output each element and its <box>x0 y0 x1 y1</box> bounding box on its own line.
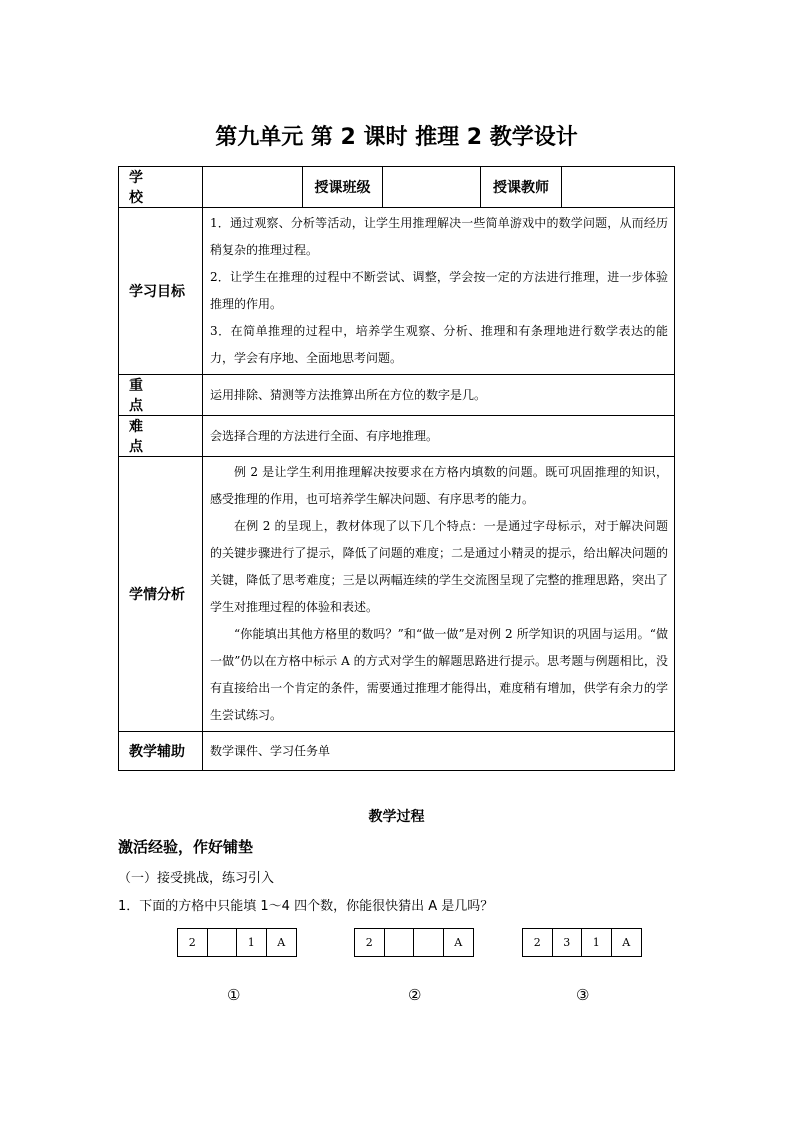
class-label: 授课班级 <box>303 167 383 208</box>
difficulty-row <box>119 416 675 457</box>
number-grid-3 <box>522 928 642 957</box>
analysis-content <box>203 457 675 732</box>
grid-cell: 1 <box>582 929 612 956</box>
grid-number-1: ① <box>227 986 241 1004</box>
info-row <box>119 167 675 208</box>
objective-item-1: 1．通过观察、分析等活动，让学生用推理解决一些简单游戏中的数学问题，从而经历稍复杂的推理过程。 <box>210 216 668 257</box>
grid-cell: 2 <box>178 929 208 956</box>
aids-row <box>119 732 675 771</box>
grid-cell: A <box>454 936 463 949</box>
process-subheading: （一）接受挑战，练习引入 <box>118 871 275 886</box>
objective-item-3: 3．在简单推理的过程中，培养学生观察、分析、推理和有条理地进行数学表达的能力，学会有序地、全面地思考问题。 <box>210 324 668 365</box>
teacher-label: 授课教师 <box>481 167 562 208</box>
lesson-plan-table <box>118 166 675 771</box>
difficulty-label: 难 点 <box>119 416 203 457</box>
process-heading: 激活经验，作好铺垫 <box>118 838 254 856</box>
key-point-label: 重 点 <box>119 375 203 416</box>
analysis-row <box>119 457 675 732</box>
grid-cell: 2 <box>523 929 553 956</box>
class-value <box>383 167 481 208</box>
key-point-row <box>119 375 675 416</box>
number-grid-1 <box>177 928 297 957</box>
grid-cell: 3 <box>553 929 583 956</box>
objectives-row <box>119 208 675 375</box>
analysis-paragraph-3: “你能填出其他方格里的数吗？”和“做一做”是对例 2 所学知识的巩固与运用。“做一做”仍以在方格中标示 A 的方式对学生的解题思路进行提示。思考题与例题相比，没有直接给出一个肯定的条件，需要通过推理才能得出，难度稍有增加，供学有余力的学生尝试练习。 <box>210 627 668 722</box>
school-label: 学 校 <box>119 167 203 208</box>
teacher-value <box>562 167 675 208</box>
grid-cell <box>208 929 238 956</box>
process-question: 1．下面的方格中只能填 1～4 四个数，你能很快猜出 A 是几吗？ <box>118 899 494 914</box>
school-value <box>203 167 303 208</box>
analysis-paragraph-2: 在例 2 的呈现上，教材体现了以下几个特点：一是通过字母标示，对于解决问题的关键步骤进行了提示，降低了问题的难度；二是通过小精灵的提示，给出解决问题的关键，降低了思考难度；三是以两幅连续的学生交流图呈现了完整的推理思路，突出了学生对推理过程的体验和表述。 <box>210 519 668 614</box>
objectives-label: 学习目标 <box>119 208 203 375</box>
grid-cell: A <box>622 936 631 949</box>
document-title: 第九单元 第 2 课时 推理 2 教学设计 <box>215 125 578 150</box>
grid-cell <box>385 929 415 956</box>
aids-label: 教学辅助 <box>119 732 203 771</box>
aids-text: 数学课件、学习任务单 <box>203 732 675 771</box>
grid-cell: 2 <box>355 929 385 956</box>
analysis-paragraph-1: 例 2 是让学生利用推理解决按要求在方格内填数的问题。既可巩固推理的知识，感受推理的作用，也可培养学生解决问题、有序思考的能力。 <box>210 465 668 506</box>
number-grid-2 <box>354 928 474 957</box>
grid-cell: 1 <box>237 929 267 956</box>
objective-item-2: 2．让学生在推理的过程中不断尝试、调整，学会按一定的方法进行推理，进一步体验推理的作用。 <box>210 270 668 311</box>
key-point-text: 运用排除、猜测等方法推算出所在方位的数字是几。 <box>203 375 675 416</box>
process-title: 教学过程 <box>368 809 425 825</box>
analysis-label: 学情分析 <box>119 457 203 732</box>
grid-cell: A <box>277 936 286 949</box>
objectives-content <box>203 208 675 375</box>
grid-number-2: ② <box>408 986 422 1004</box>
grid-number-3: ③ <box>576 986 590 1004</box>
grid-cell <box>414 929 444 956</box>
difficulty-text: 会选择合理的方法进行全面、有序地推理。 <box>203 416 675 457</box>
